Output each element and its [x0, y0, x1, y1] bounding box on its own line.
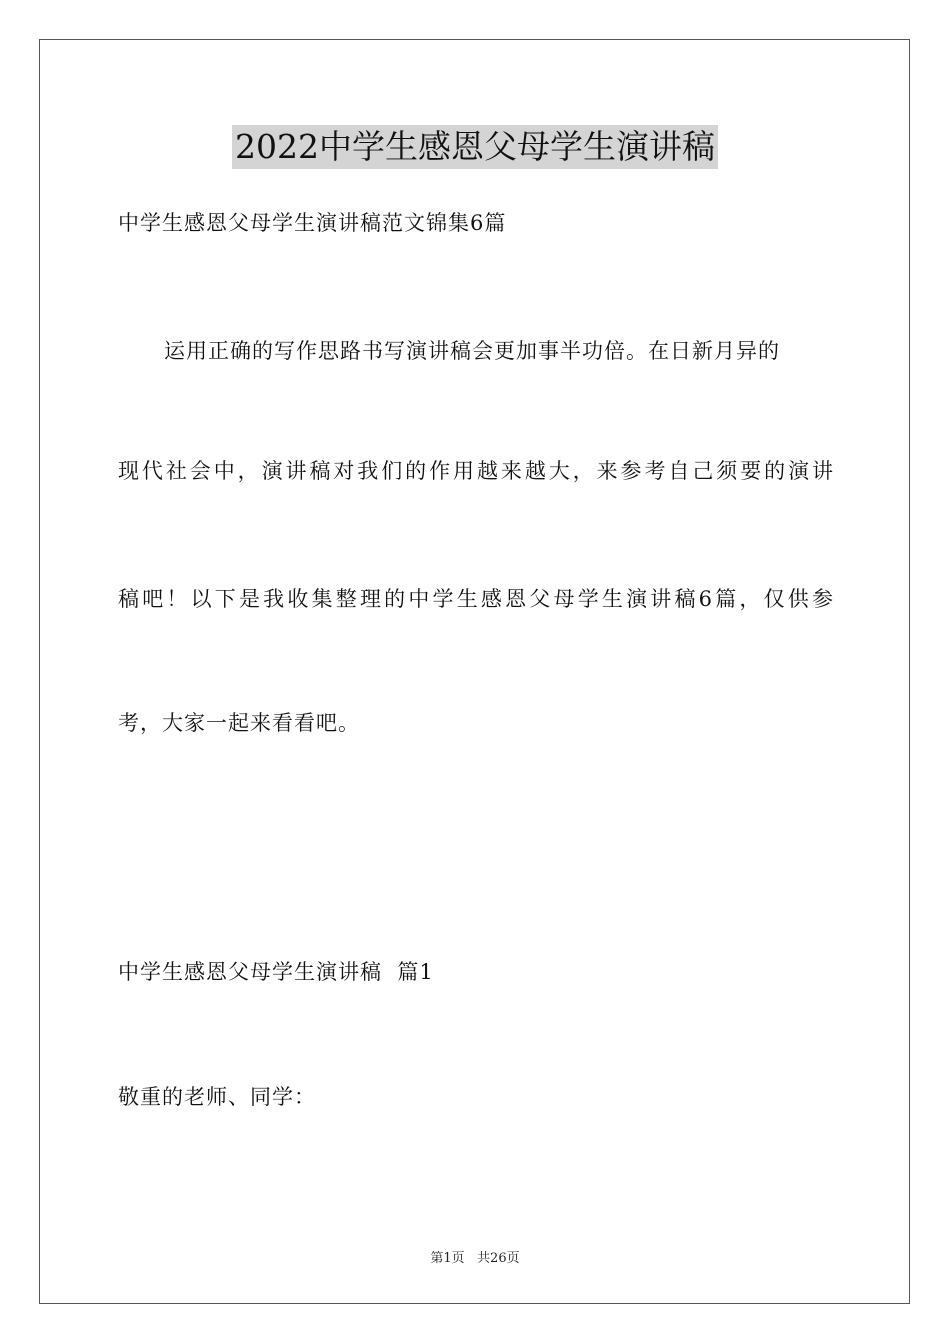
document-subtitle: 中学生感恩父母学生演讲稿范文锦集6篇: [118, 211, 507, 235]
paragraph-line-1: 运用正确的写作思路书写演讲稿会更加事半功倍。在日新月异的: [164, 339, 780, 363]
section-heading: 中学生感恩父母学生演讲稿 篇1: [118, 960, 434, 984]
paragraph-line-4: 考，大家一起来看看吧。: [118, 711, 360, 735]
title-container: [0, 125, 950, 169]
paragraph-line-2: 现代社会中，演讲稿对我们的作用越来越大，来参考自己须要的演讲: [118, 459, 834, 483]
greeting: 敬重的老师、同学：: [118, 1085, 316, 1109]
paragraph-line-3: 稿吧！以下是我收集整理的中学生感恩父母学生演讲稿6篇，仅供参: [118, 587, 834, 611]
page-number-footer: 第1页 共26页: [430, 1251, 520, 1266]
document-title: 2022中学生感恩父母学生演讲稿: [232, 125, 718, 169]
